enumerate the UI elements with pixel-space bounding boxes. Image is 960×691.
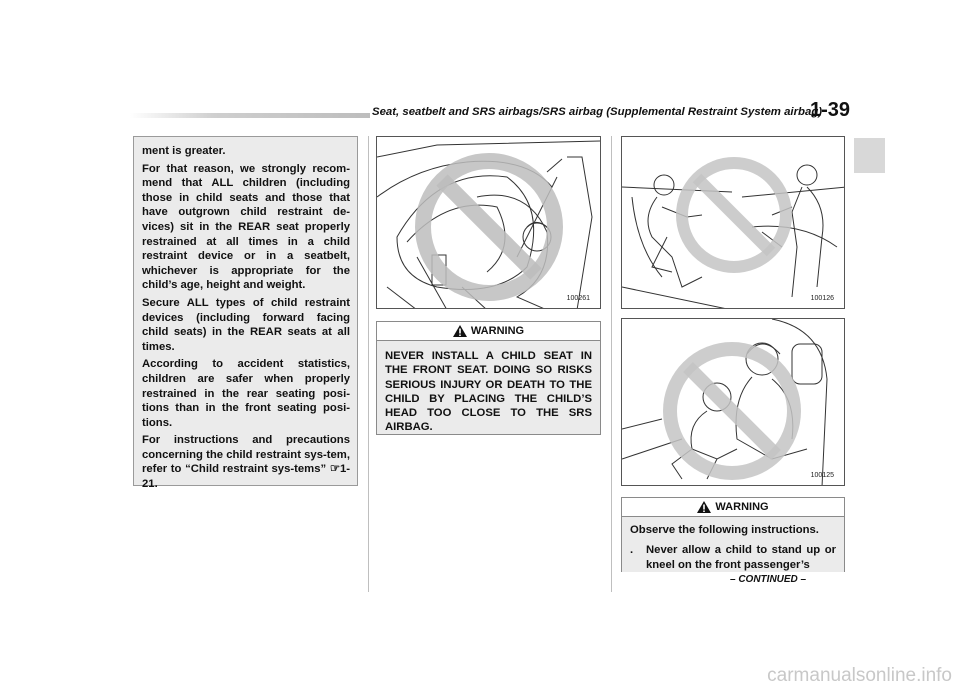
prohibition-icon [377,137,601,309]
paragraph: For that reason, we strongly recom-mend that ALL children (including those in child seats and those that have outgrown child restraint de-vices) sit in the REAR seat properly restrained at all times in a child restraint device or in a seatbelt, whichever is appropriate for the child’s age, height and weight. [142,162,350,292]
figure-child-on-lap [621,318,845,486]
warning-triangle-icon [453,325,467,337]
warning-intro: Observe the following instructions. [630,524,819,536]
paragraph: ment is greater. [142,145,226,157]
bullet-item [630,543,836,572]
column-divider [368,136,369,592]
continued-label: – CONTINUED – [730,574,807,585]
warning-title: WARNING [715,501,769,513]
paragraph: For instructions and precautions concerning the child restraint sys-tem, refer to “Child restraint sys-tems” ☞1-21. [142,434,350,491]
column-divider [611,136,612,592]
warning-title: WARNING [470,325,525,337]
header-rule [130,113,370,118]
warning-box [376,321,601,435]
warning-text: NEVER INSTALL A CHILD SEAT IN THE FRONT SEAT. DOING SO RISKS SERIOUS INJURY OR DEATH TO THE CHILD BY PLACING THE CHILD’S HEAD TOO CLOSE TO THE SRS AIRBAG. [385,350,592,434]
figure-children-standing [621,136,845,309]
prohibition-icon [622,137,845,309]
watermark: carmanualsonline.info [767,665,952,686]
section-title: Seat, seatbelt and SRS airbags/SRS airbag (Supplemental Restraint System airbag) [372,106,823,118]
figure-code: 100125 [810,472,834,479]
paragraph: Secure ALL types of child restraint devices (including forward facing child seats) in the REAR seats at all times. [142,296,350,353]
figure-child-seat-front [376,136,601,309]
warning-box [621,497,845,572]
section-tab [854,138,885,173]
child-safety-text-box [133,136,358,491]
warning-header [377,322,600,341]
page-number: 1-39 [810,99,851,121]
warning-triangle-icon [697,501,711,513]
prohibition-icon [622,319,845,486]
figure-code: 100126 [810,295,834,302]
figure-code: 100261 [566,295,590,302]
bullet-symbol: . [630,544,634,557]
warning-body [622,517,844,572]
warning-header [622,498,844,517]
paragraph: According to accident statistics, children are safer when properly restrained in the rear seating posi-tions than in the front seating posi-tions. [142,358,350,429]
bullet-text: Never allow a child to stand up or kneel on the front passenger’s [646,544,836,571]
